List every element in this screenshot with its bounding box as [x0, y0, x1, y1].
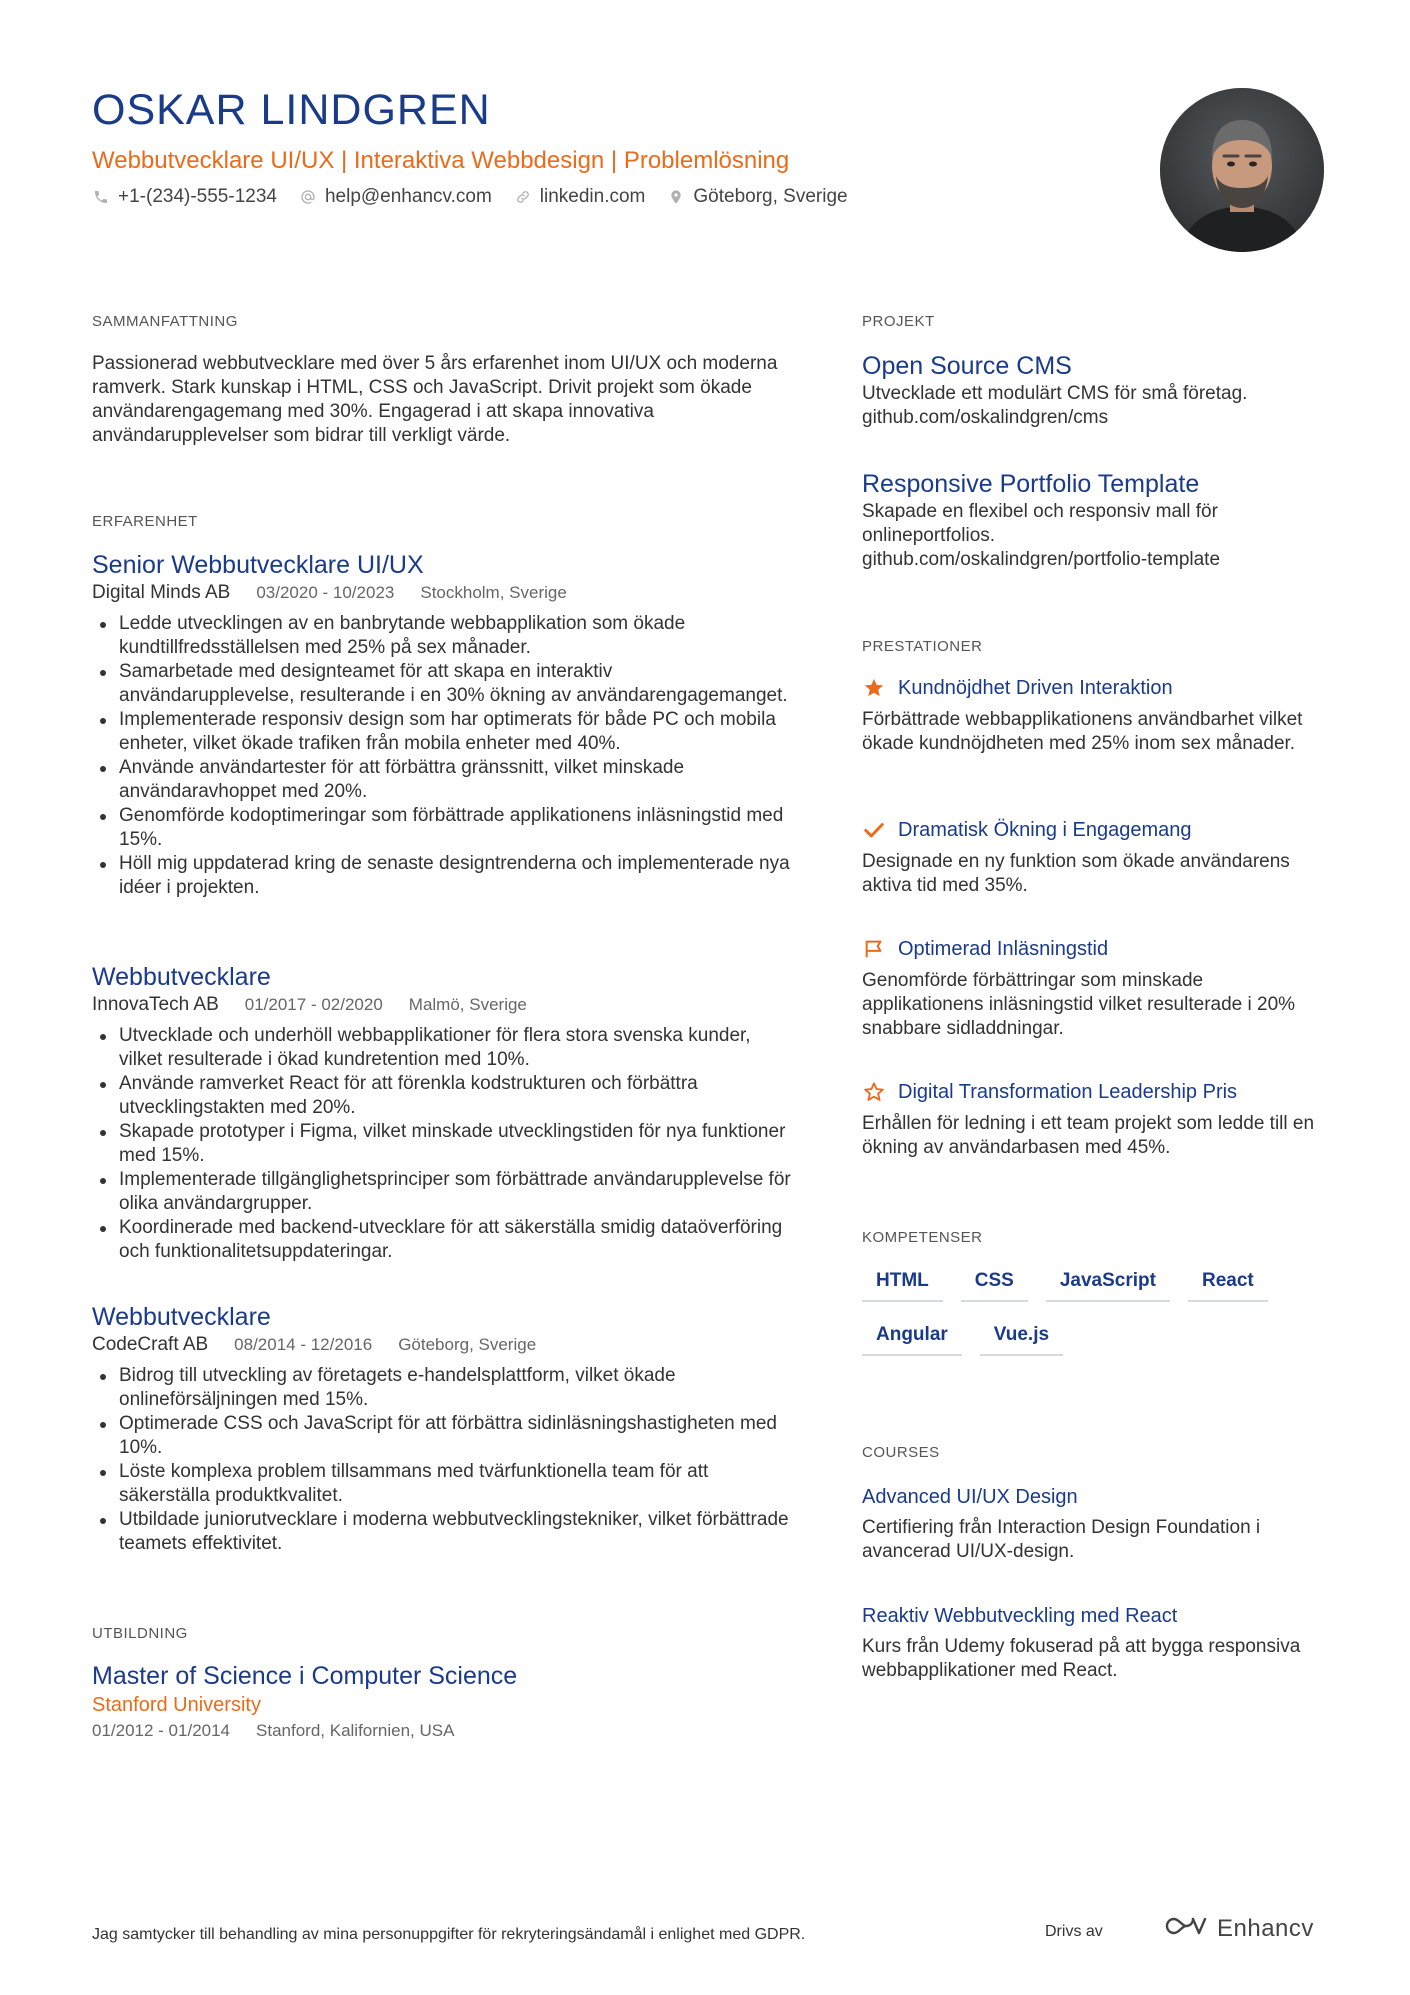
skill-tag: React: [1188, 1266, 1268, 1302]
powered-by-label: Drivs av: [1045, 1923, 1103, 1940]
gdpr-consent-text: Jag samtycker till behandling av mina personuppgifter för rekryteringsändamål i enlighet med GDPR.: [92, 1926, 806, 1943]
project-title: Responsive Portfolio Template: [862, 470, 1200, 498]
education-degree: Master of Science i Computer Science: [92, 1662, 518, 1690]
section-title-skills: KOMPETENSER: [862, 1229, 983, 1246]
contact-location-text: Göteborg, Sverige: [693, 186, 848, 207]
bullet-item: Höll mig uppdaterad kring de senaste designtrenderna och implementerade nya idéer i projekten.: [92, 852, 792, 900]
section-title-education: UTBILDNING: [92, 1625, 188, 1642]
course-title: Advanced UI/UX Design: [862, 1486, 1078, 1508]
job-meta: [92, 1334, 792, 1356]
job-location: Göteborg, Sverige: [398, 1335, 537, 1354]
bullet-item: Implementerade tillgänglighetsprinciper som förbättrade användarupplevelse för olika användargrupper.: [92, 1168, 792, 1216]
bullet-item: Skapade prototyper i Figma, vilket minskade utvecklingstiden för nya funktioner med 15%.: [92, 1120, 792, 1168]
project-item: [862, 468, 1322, 572]
job-company: Digital Minds AB: [92, 582, 231, 603]
contact-linkedin-text: linkedin.com: [539, 186, 646, 207]
candidate-tagline: Webbutvecklare UI/UX | Interaktiva Webbdesign | Problemlösning: [92, 147, 790, 174]
skill-tag: Angular: [862, 1320, 962, 1356]
job-company: CodeCraft AB: [92, 1334, 209, 1355]
experience-item: [92, 1302, 792, 1556]
education-school: Stanford University: [92, 1694, 261, 1716]
job-meta: [92, 994, 792, 1016]
checkmark-icon: [862, 818, 886, 842]
education-meta: [92, 1721, 792, 1741]
bullet-item: Använde användartester för att förbättra gränssnitt, vilket minskade användaravhoppet med 20%.: [92, 756, 792, 804]
candidate-name: OSKAR LINDGREN: [92, 86, 491, 134]
job-dates: 08/2014 - 12/2016: [234, 1335, 373, 1354]
job-location: Malmö, Sverige: [408, 995, 527, 1014]
location-pin-icon: [667, 188, 685, 206]
project-description: Skapade en flexibel och responsiv mall för onlineportfolios.: [862, 501, 1218, 546]
section-title-achievements: PRESTATIONER: [862, 638, 983, 655]
job-bullets: [92, 612, 792, 900]
project-title: Open Source CMS: [862, 352, 1072, 380]
job-title: Senior Webbutvecklare UI/UX: [92, 551, 424, 579]
contact-phone[interactable]: [92, 186, 277, 208]
section-title-courses: COURSES: [862, 1444, 940, 1461]
project-link[interactable]: github.com/oskalindgren/portfolio-template: [862, 549, 1221, 570]
achievement-description: Designade en ny funktion som ökade användarens aktiva tid med 35%.: [862, 851, 1290, 896]
skills-list: [862, 1266, 1322, 1374]
education-location: Stanford, Kalifornien, USA: [256, 1721, 455, 1740]
section-title-experience: ERFARENHET: [92, 513, 198, 530]
job-title: Webbutvecklare: [92, 1303, 271, 1331]
at-icon: [299, 188, 317, 206]
flag-icon: [862, 937, 886, 961]
job-dates: 03/2020 - 10/2023: [256, 583, 395, 602]
project-link[interactable]: github.com/oskalindgren/cms: [862, 407, 1109, 428]
bullet-item: Koordinerade med backend-utvecklare för att säkerställa smidig dataöverföring och funktionalitetsuppdateringar.: [92, 1216, 792, 1264]
bullet-item: Optimerade CSS och JavaScript för att förbättra sidinläsningshastigheten med 10%.: [92, 1412, 792, 1460]
job-title: Webbutvecklare: [92, 963, 271, 991]
course-title: Reaktiv Webbutveckling med React: [862, 1605, 1178, 1627]
avatar: [1160, 88, 1324, 252]
contact-bar: [92, 186, 870, 208]
job-meta: [92, 582, 792, 604]
experience-item: [92, 550, 792, 900]
contact-email-text: help@enhancv.com: [324, 186, 492, 207]
contact-linkedin[interactable]: [514, 186, 646, 208]
section-title-summary: SAMMANFATTNING: [92, 313, 238, 330]
link-icon: [514, 188, 532, 206]
skill-tag: JavaScript: [1046, 1266, 1170, 1302]
job-dates: 01/2017 - 02/2020: [244, 995, 383, 1014]
job-company: InnovaTech AB: [92, 994, 219, 1015]
contact-email[interactable]: [299, 186, 492, 208]
achievement-description: Förbättrade webbapplikationens användbarhet vilket ökade kundnöjdheten med 25% inom sex månader.: [862, 709, 1303, 754]
achievement-item: [862, 818, 1322, 898]
skill-tag: Vue.js: [980, 1320, 1063, 1356]
phone-icon: [92, 188, 110, 206]
course-description: Kurs från Udemy fokuserad på att bygga responsiva webbapplikationer med React.: [862, 1636, 1301, 1681]
summary-text: Passionerad webbutvecklare med över 5 års erfarenhet inom UI/UX och moderna ramverk. Stark kunskap i HTML, CSS och JavaScript. Drivit projekt som ökade användarengagemang med 30%. Engagerad i att skapa innovativa användarupplevelser som bidrar till verkligt värde.: [92, 353, 778, 446]
achievement-title: Digital Transformation Leadership Pris: [898, 1080, 1238, 1103]
experience-item: [92, 962, 792, 1264]
achievement-title: Kundnöjdhet Driven Interaktion: [898, 676, 1173, 699]
enhancv-logo[interactable]: [1163, 1914, 1314, 1943]
project-item: [862, 350, 1322, 430]
education-item: [92, 1660, 792, 1741]
enhancv-logo-icon: [1163, 1914, 1209, 1943]
achievement-item: [862, 676, 1322, 756]
bullet-item: Implementerade responsiv design som har optimerats för både PC och mobila enheter, vilket ökade trafiken från mobila enheter med 40%.: [92, 708, 792, 756]
course-item: [862, 1484, 1322, 1564]
contact-location: [667, 186, 847, 208]
project-description: Utvecklade ett modulärt CMS för små företag.: [862, 383, 1248, 404]
job-location: Stockholm, Sverige: [420, 583, 567, 602]
achievement-title: Optimerad Inläsningstid: [898, 937, 1109, 960]
bullet-item: Använde ramverket React för att förenkla kodstrukturen och förbättra utvecklingstakten med 20%.: [92, 1072, 792, 1120]
job-bullets: [92, 1364, 792, 1556]
achievement-description: Erhållen för ledning i ett team projekt som ledde till en ökning av användarbasen med 45%.: [862, 1113, 1315, 1158]
bullet-item: Ledde utvecklingen av en banbrytande webbapplikation som ökade kundtillfredsställelsen med 25% på sex månader.: [92, 612, 792, 660]
job-bullets: [92, 1024, 792, 1264]
bullet-item: Utvecklade och underhöll webbapplikationer för flera stora svenska kunder, vilket resulterade i ökad kundretention med 10%.: [92, 1024, 792, 1072]
course-description: Certifiering från Interaction Design Foundation i avancerad UI/UX-design.: [862, 1517, 1261, 1562]
course-item: [862, 1603, 1322, 1683]
skill-tag: HTML: [862, 1266, 943, 1302]
achievement-title: Dramatisk Ökning i Engagemang: [898, 818, 1192, 841]
skill-tag: CSS: [961, 1266, 1028, 1302]
bullet-item: Bidrog till utveckling av företagets e-handelsplattform, vilket ökade onlineförsäljningen med 15%.: [92, 1364, 792, 1412]
bullet-item: Genomförde kodoptimeringar som förbättrade applikationens inläsningstid med 15%.: [92, 804, 792, 852]
bullet-item: Löste komplexa problem tillsammans med tvärfunktionella team för att säkerställa produktkvalitet.: [92, 1460, 792, 1508]
bullet-item: Utbildade juniorutvecklare i moderna webbutvecklingstekniker, vilket förbättrade teamets effektivitet.: [92, 1508, 792, 1556]
star-filled-icon: [862, 676, 886, 700]
bullet-item: Samarbetade med designteamet för att skapa en interaktiv användarupplevelse, resulterande i en 30% ökning av användarengagemanget.: [92, 660, 792, 708]
achievement-item: [862, 937, 1322, 1041]
education-dates: 01/2012 - 01/2014: [92, 1721, 231, 1740]
section-title-projects: PROJEKT: [862, 313, 935, 330]
contact-phone-text: +1-(234)-555-1234: [118, 186, 277, 207]
enhancv-logo-text: Enhancv: [1217, 1914, 1314, 1942]
achievement-description: Genomförde förbättringar som minskade applikationens inläsningstid vilket resulterade i 20% snabbare sidladdningar.: [862, 970, 1296, 1039]
star-outline-icon: [862, 1080, 886, 1104]
achievement-item: [862, 1080, 1322, 1160]
